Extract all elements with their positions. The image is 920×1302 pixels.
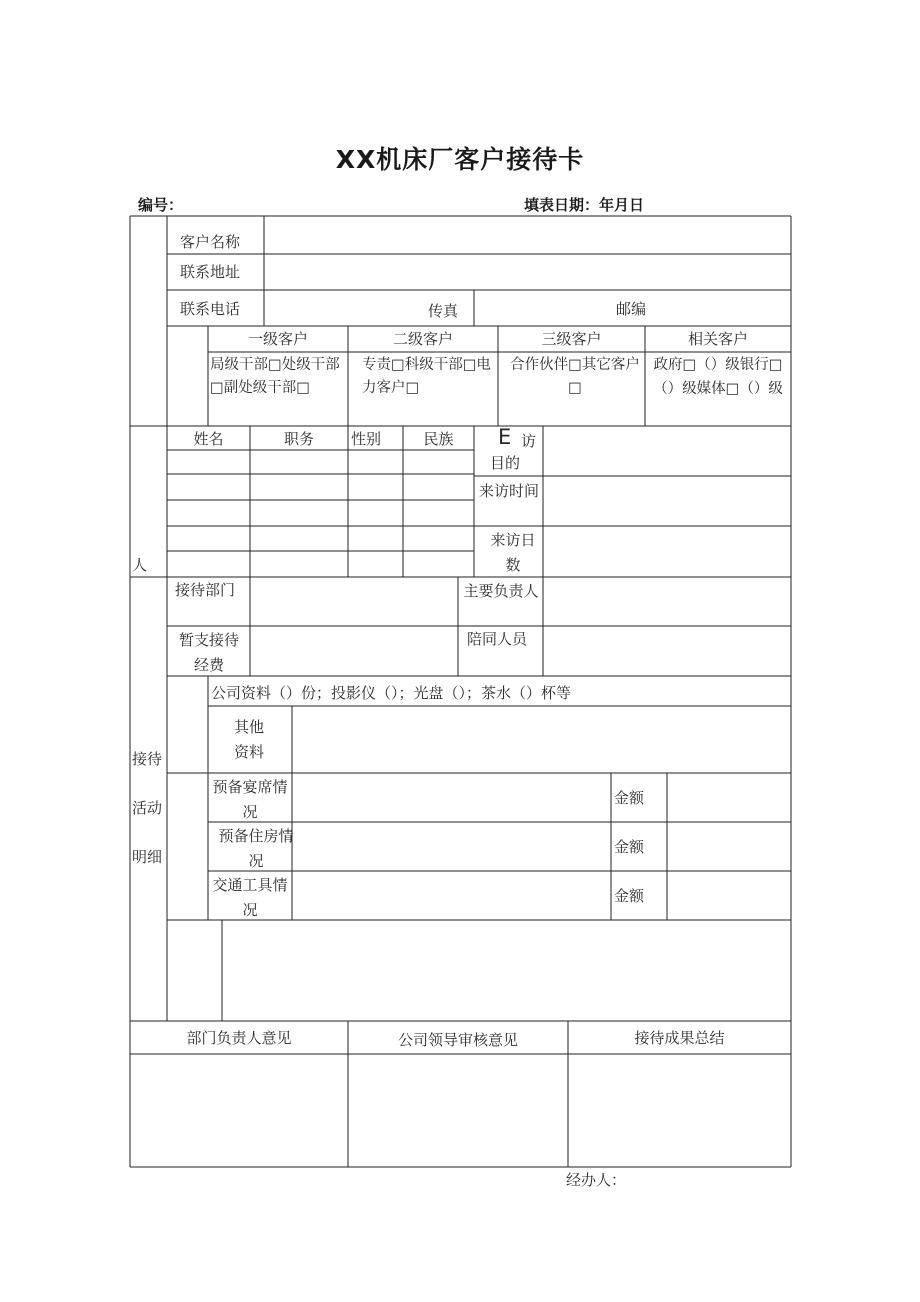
banquet-label: 预备宴席情况 (212, 778, 288, 821)
handler-label: 经办人： (566, 1171, 627, 1189)
transport-amount-label: 金额 (614, 887, 645, 905)
main-person-label: 主要负责人 (463, 582, 539, 600)
postcode-label: 邮编 (616, 300, 647, 318)
transport-label: 交通工具情况 (212, 876, 288, 919)
banquet-amount-label: 金额 (614, 789, 645, 807)
contact-address-label: 联系地址 (180, 263, 241, 281)
page-title: XX机床厂客户接待卡 (335, 145, 585, 174)
reception-side-label-2: 活动 (132, 799, 163, 817)
visit-time-label: 来访时间 (478, 482, 539, 500)
fax-label: 传真 (428, 302, 459, 320)
level1-options: 局级干部□处级干部□副处级干部□ (210, 357, 340, 396)
housing-amount-label: 金额 (614, 838, 645, 856)
leader-review-header: 公司领导审核意见 (397, 1031, 518, 1049)
other-materials-label-1: 其他 (234, 718, 265, 736)
level2-options: 专责□科级干部□电力客户□ (362, 357, 491, 396)
level3-header: 三级客户 (541, 330, 602, 348)
companion-label: 陪同人员 (467, 630, 528, 648)
reception-summary-header: 接待成果总结 (634, 1029, 725, 1047)
col-position-header: 职务 (283, 430, 314, 448)
visitor-side-char: 人 (132, 556, 148, 574)
col-gender-header: 性别 (350, 430, 381, 448)
reception-dept-label: 接待部门 (175, 581, 236, 599)
dept-head-opinion-header: 部门负责人意见 (186, 1029, 292, 1047)
related-options: 政府□（）级银行□（）级媒体□（）级 (653, 357, 783, 397)
purpose-suffix: 访 (521, 432, 537, 450)
reception-side-label-3: 明细 (132, 848, 163, 866)
level1-header: 一级客户 (247, 330, 308, 348)
purpose-mark: E (498, 425, 512, 449)
contact-phone-label: 联系电话 (180, 300, 241, 318)
visit-purpose-label: 目的 (490, 454, 521, 472)
materials-text: 公司资料（）份；投影仪（）；光盘（）；茶水（）杯等 (211, 684, 572, 702)
budget-label: 暂支接待经费 (178, 631, 239, 674)
col-ethnicity-header: 民族 (423, 430, 454, 448)
col-name-header: 姓名 (193, 430, 224, 448)
level2-header: 二级客户 (392, 330, 453, 348)
housing-label: 预备住房情况 (218, 827, 294, 870)
customer-name-label: 客户名称 (180, 233, 241, 251)
fill-date-label: 填表日期：年月日 (524, 196, 645, 214)
reception-side-label-1: 接待 (132, 750, 163, 768)
level3-options: 合作伙伴□其它客户□ (510, 357, 640, 396)
other-materials-label-2: 资料 (234, 743, 265, 761)
number-label: 编号： (138, 196, 184, 214)
visit-days-label: 来访日数 (490, 531, 536, 574)
related-header: 相关客户 (687, 330, 748, 348)
